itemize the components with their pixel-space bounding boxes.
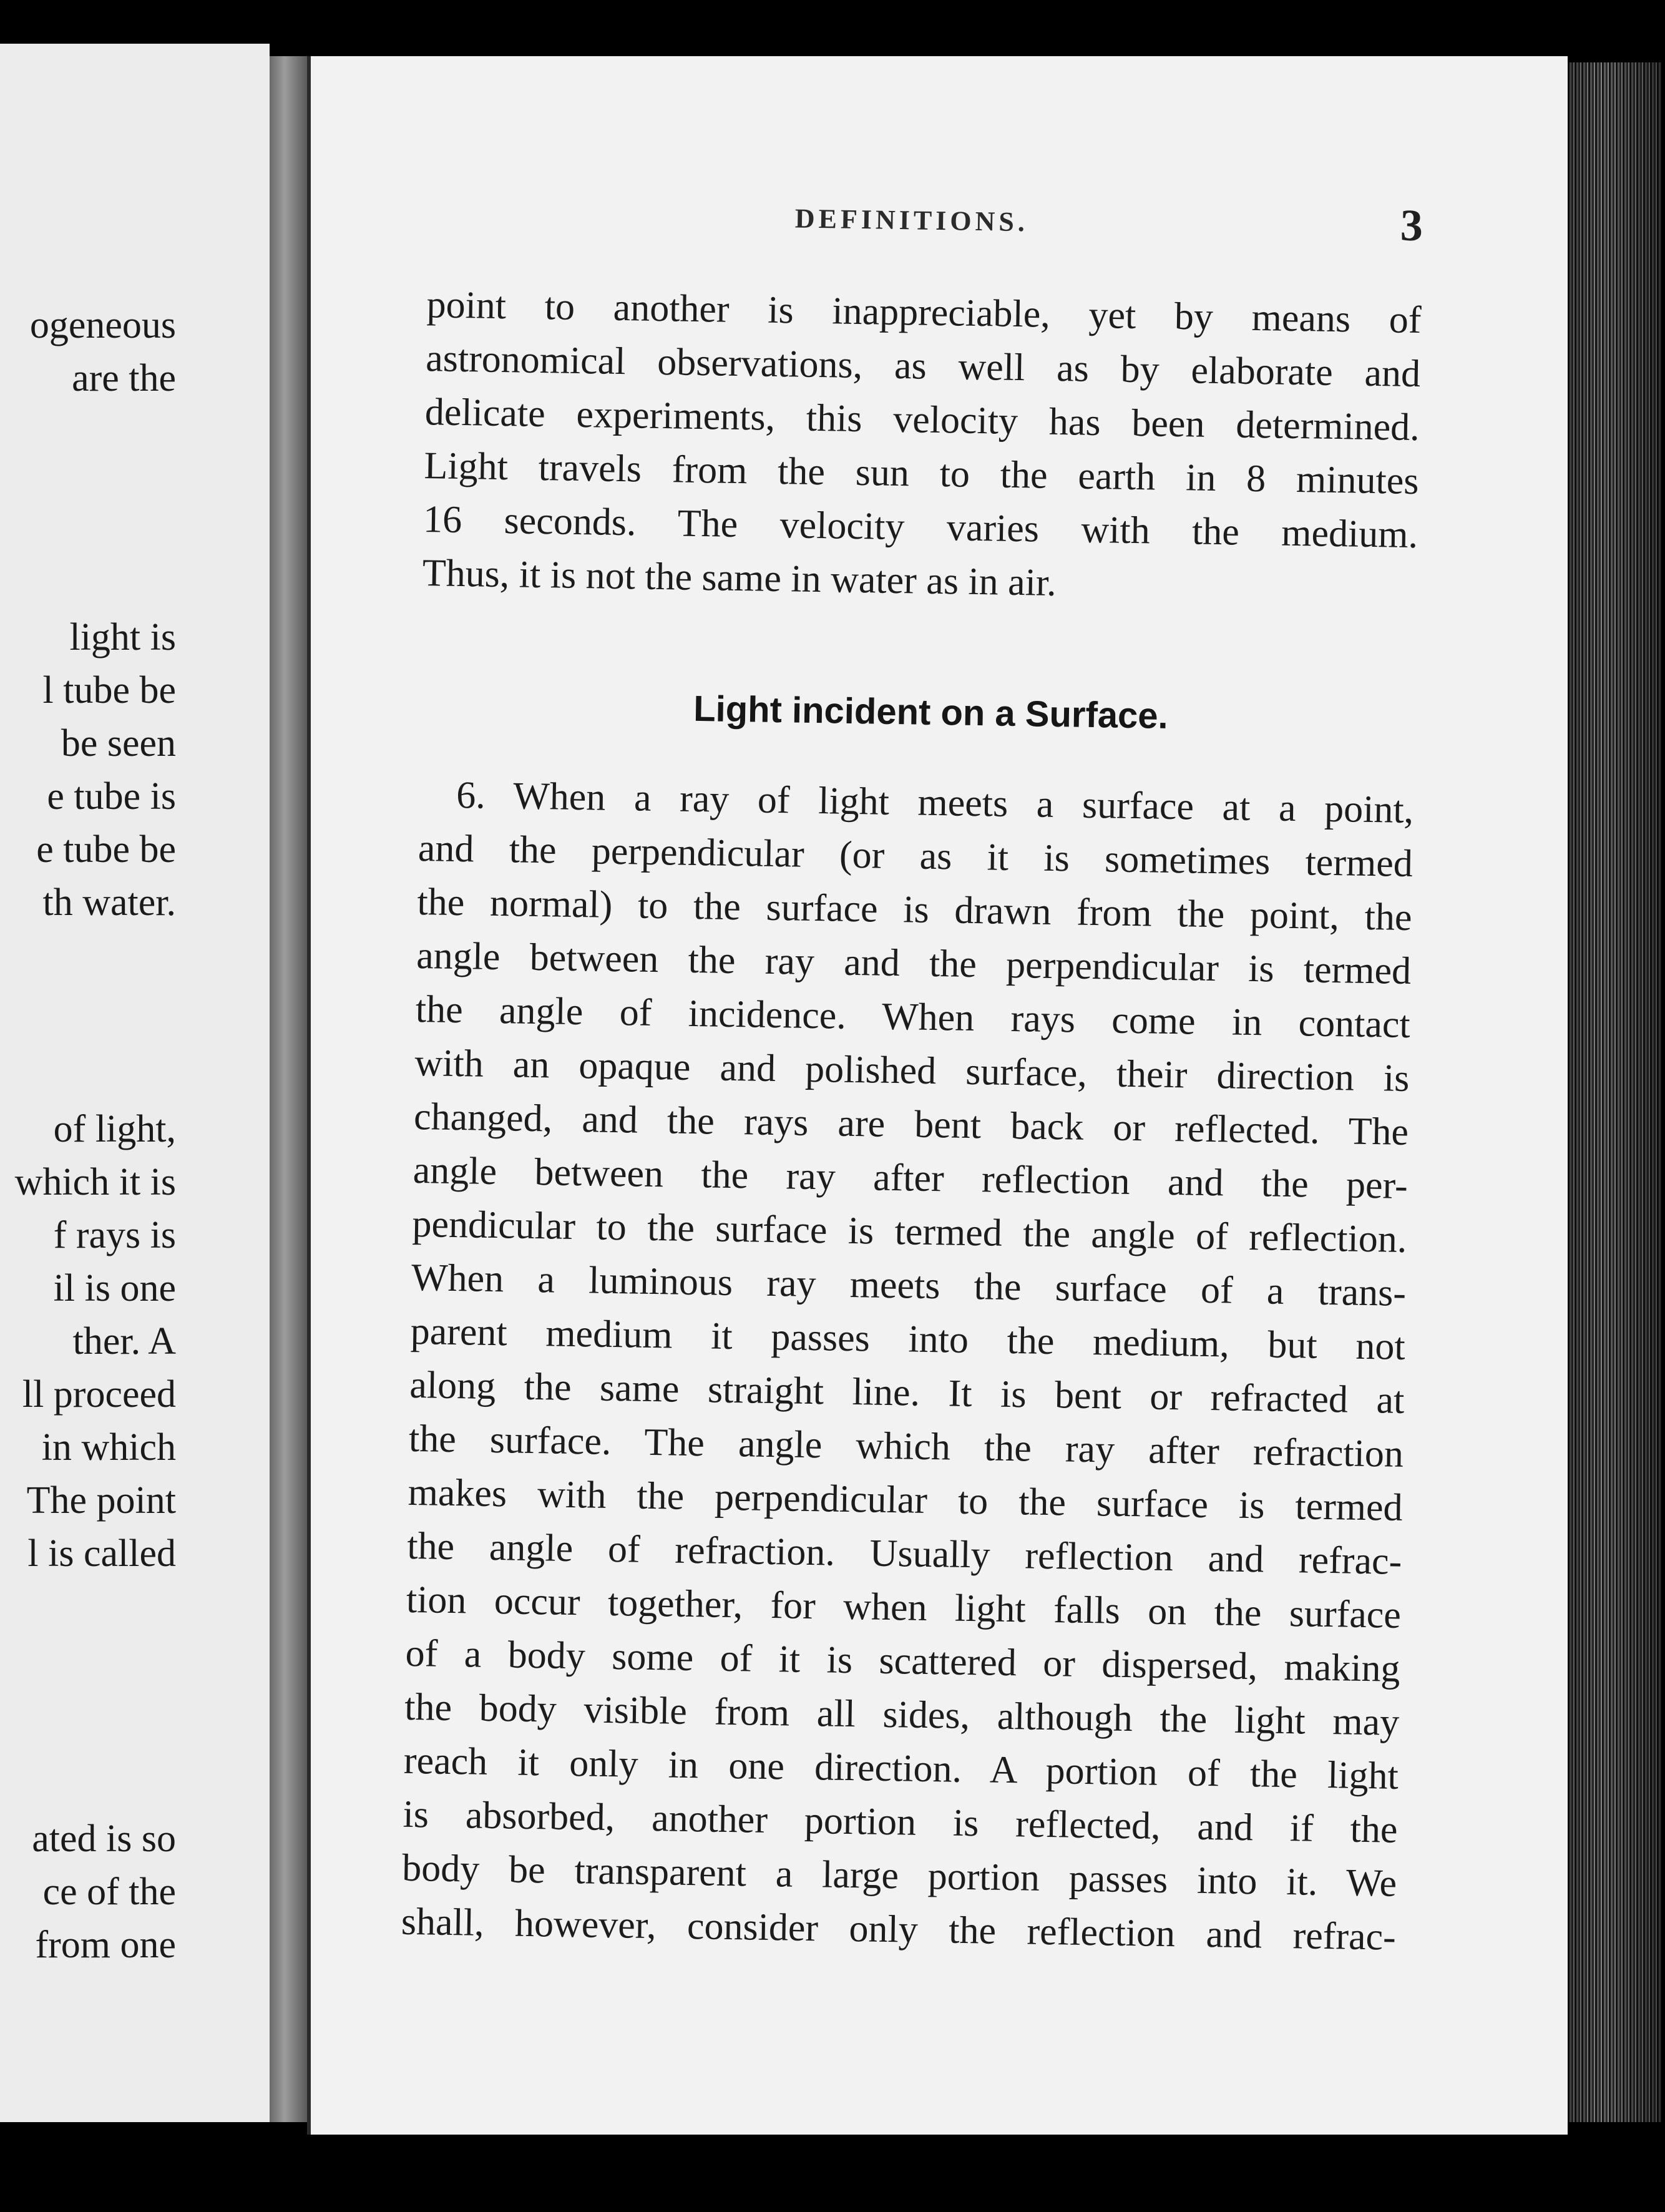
- left-page-fragment: are the: [72, 357, 176, 399]
- text-line: shall, however, consider only the reflection and refrac-: [401, 1900, 1397, 1959]
- book-gutter: [270, 56, 307, 2122]
- right-page-content: [307, 56, 1568, 2135]
- text-line: body be transparent a large portion passes into it. We: [401, 1846, 1397, 1905]
- left-page-fragment: in which: [41, 1426, 176, 1469]
- text-line: 6. When a ray of light meets a surface at a point,: [456, 773, 1414, 832]
- text-line: pendicular to the surface is termed the angle of reflection.: [411, 1202, 1407, 1261]
- text-line: the body visible from all sides, although the light may: [404, 1685, 1400, 1744]
- left-page-fragment: The point: [26, 1479, 176, 1522]
- text-line: and the perpendicular (or as it is sometimes termed: [417, 826, 1414, 886]
- left-page-fragment: be seen: [61, 722, 176, 765]
- left-page-fragment: l is called: [27, 1532, 176, 1575]
- left-page-fragment: e tube be: [36, 828, 176, 871]
- text-line: changed, and the rays are bent back or reflected. The: [413, 1095, 1409, 1153]
- left-page-fragment: light is: [69, 616, 176, 658]
- text-line: along the same straight line. It is bent or refracted at: [409, 1363, 1405, 1422]
- text-line: When a luminous ray meets the surface of a trans-: [411, 1256, 1407, 1314]
- left-page-fragment: l tube be: [42, 669, 176, 712]
- text-line: parent medium it passes into the medium, but not: [410, 1309, 1406, 1368]
- running-head: DEFINITIONS.: [794, 203, 1029, 238]
- text-line: Thus, it is not the same in water as in air.: [422, 552, 1057, 605]
- page-number: 3: [1400, 200, 1423, 251]
- text-line: Light travels from the sun to the earth in 8 minutes: [424, 444, 1419, 503]
- left-page-fragment: ther. A: [72, 1320, 176, 1363]
- left-page-fragment: th water.: [42, 881, 176, 924]
- left-page-fragment: il is one: [53, 1267, 176, 1309]
- section-heading: Light incident on a Surface.: [693, 688, 1169, 737]
- text-line: astronomical observations, as well as by elaborate and: [425, 337, 1421, 396]
- text-line: the angle of incidence. When rays come in contact: [415, 987, 1411, 1046]
- text-line: the normal) to the surface is drawn from the point, the: [417, 880, 1412, 939]
- left-page-fragment: which it is: [14, 1161, 176, 1203]
- left-page-fragment: ogeneous: [29, 304, 176, 346]
- text-line: the surface. The angle which the ray after refraction: [408, 1417, 1404, 1475]
- text-line: makes with the perpendicular to the surface is termed: [408, 1471, 1404, 1529]
- text-line: delicate experiments, this velocity has been determined.: [424, 391, 1420, 449]
- text-line: is absorbed, another portion is reflected, and if the: [403, 1793, 1398, 1851]
- text-line: with an opaque and polished surface, their direction is: [414, 1041, 1410, 1100]
- left-page-fragment: ce of the: [42, 1871, 176, 1913]
- text-line: 16 seconds. The velocity varies with the medium.: [422, 498, 1418, 557]
- left-page-fragment: of light,: [53, 1108, 176, 1150]
- left-page-fragment: ll proceed: [22, 1373, 176, 1416]
- text-line: tion occur together, for when light falls on the surface: [406, 1578, 1402, 1637]
- left-page: [0, 44, 270, 2122]
- left-page-fragment: e tube is: [47, 775, 176, 818]
- left-page-fragment: f rays is: [53, 1214, 176, 1256]
- text-line: point to another is inappreciable, yet by means of: [426, 283, 1422, 342]
- text-line: angle between the ray and the perpendicular is termed: [416, 934, 1412, 993]
- text-line: the angle of refraction. Usually reflection and refrac-: [406, 1524, 1402, 1583]
- left-page-fragment: ated is so: [32, 1818, 176, 1860]
- text-line: of a body some of it is scattered or dispersed, making: [405, 1632, 1401, 1690]
- page-edges-shadow: [1568, 62, 1661, 2122]
- right-page: [307, 56, 1568, 2135]
- left-page-fragment: from one: [35, 1924, 176, 1966]
- text-line: angle between the ray after reflection and the per-: [413, 1148, 1409, 1207]
- text-line: reach it only in one direction. A portion of the light: [403, 1739, 1399, 1798]
